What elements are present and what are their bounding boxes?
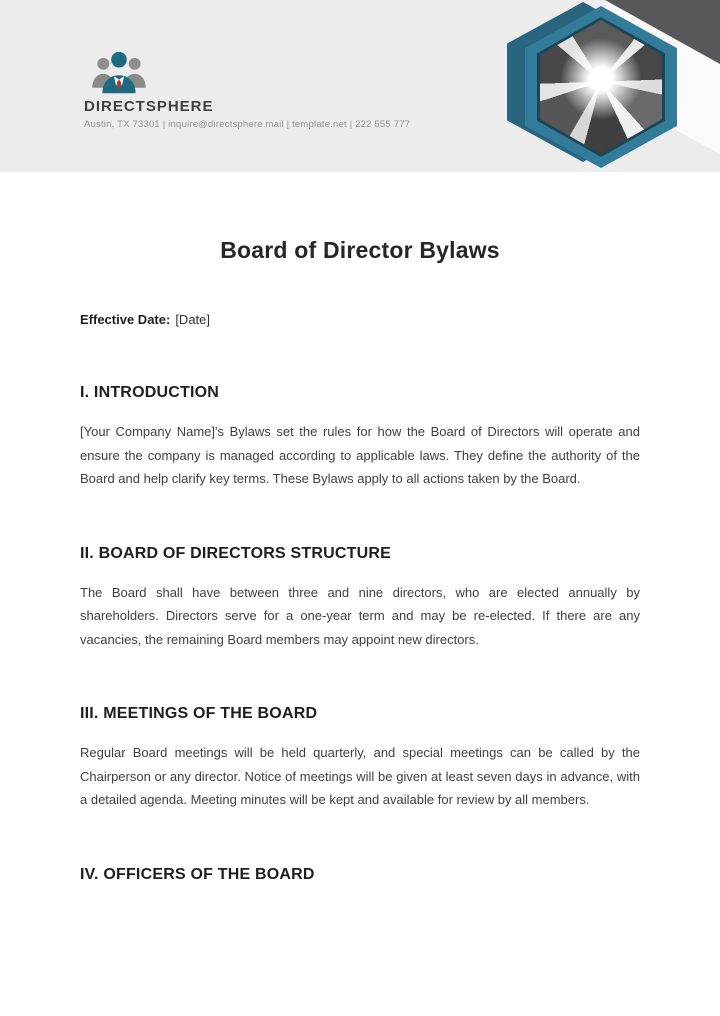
section-heading: III. MEETINGS OF THE BOARD [80,705,318,722]
team-people-icon [90,50,148,96]
document-body [0,172,720,886]
company-contact-line: Austin, TX 73301 | inquire@directsphere.mail | template.net | 222 555 777 [84,119,411,130]
section-introduction [80,382,640,491]
effective-date-value: [Date] [175,312,210,327]
section-officers [80,864,640,886]
section-paragraph: The Board shall have between three and nine directors, who are elected annually by shareholders. Directors serve for a one-year term and may be re-elected. If there are any vacancies, the remaining Board members may appoint new directors. [80,584,640,647]
brand-block [84,50,410,130]
section-paragraph: Regular Board meetings will be held quarterly, and special meetings can be called by the Chairperson or any director. Notice of meetings will be given at least seven days in advance, with a detailed agenda. Meeting minutes will be kept and available for review by all members. [80,745,640,807]
effective-date-label: Effective Date: [80,312,171,327]
letterhead [0,0,720,172]
section-heading: II. BOARD OF DIRECTORS STRUCTURE [80,544,392,562]
section-paragraph: [Your Company Name]'s Bylaws set the rules for how the Board of Directors will operate and ensure the company is managed according to applicable laws. They define the authority of the Board and help clarify key terms. These Bylaws apply to all actions taken by the Board. [80,424,640,486]
company-name: DIRECTSPHERE [84,98,214,115]
effective-date-line [80,310,640,330]
section-meetings [80,703,640,812]
section-heading: IV. OFFICERS OF THE BOARD [80,865,315,883]
section-board-structure [80,543,640,652]
hexagon-building-graphic [507,2,695,170]
section-heading: I. INTRODUCTION [80,384,219,401]
document-title: Board of Director Bylaws [220,237,500,263]
